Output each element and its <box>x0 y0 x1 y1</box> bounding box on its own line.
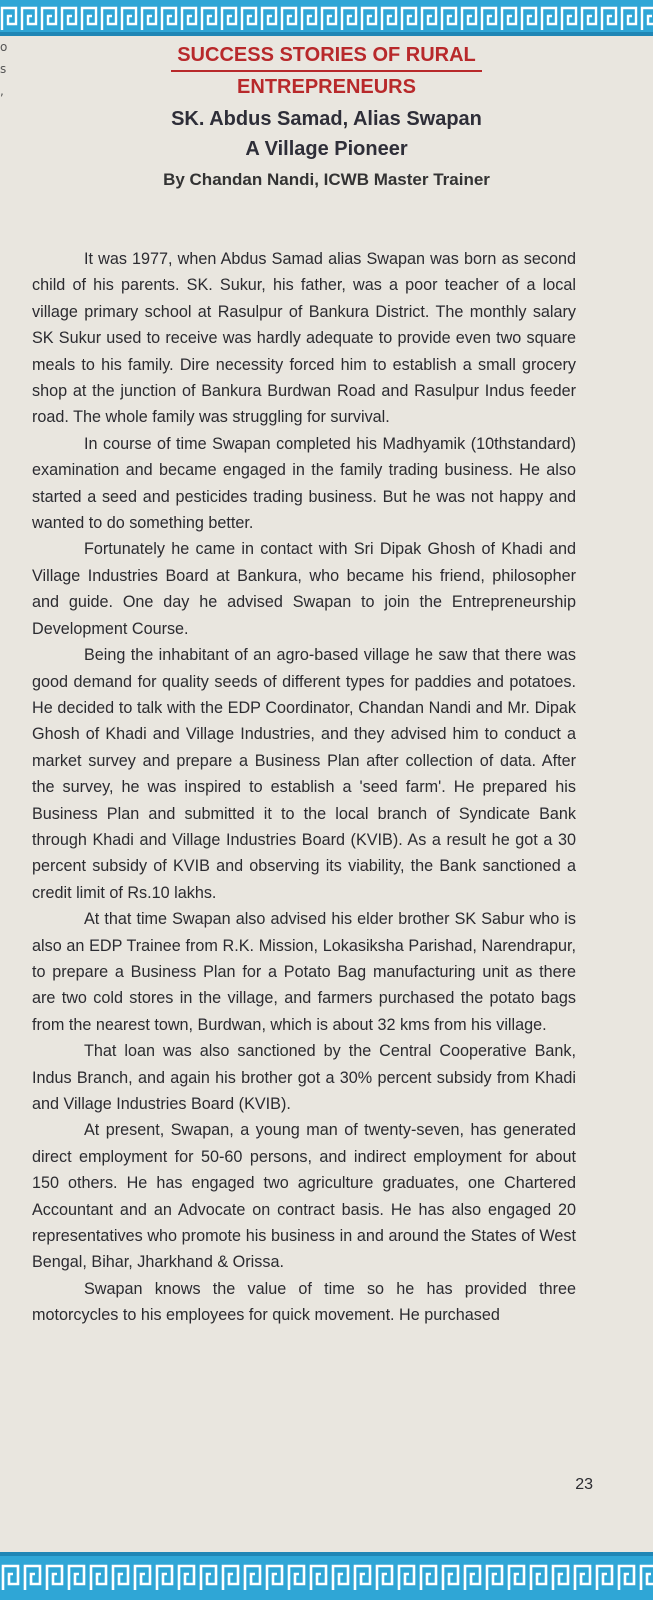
byline: By Chandan Nandi, ICWB Master Trainer <box>163 170 490 189</box>
margin-mark: o <box>0 40 8 54</box>
paragraph: It was 1977, when Abdus Samad alias Swapan was born as second child of his parents. SK. Sukur, his father, was a poor teacher of a local village primary school at Rasulpur of Bankura District. The monthly salary SK Sukur used to receive was hardly adequate to provide even two square meals to his family. Dire necessity forced him to establish a small grocery shop at the junction of Bankura Burdwan Road and Rasulpur Indus feeder road. The whole family was struggling for survival. <box>32 250 576 427</box>
article-heading <box>0 40 653 194</box>
margin-mark: , <box>0 84 4 98</box>
section-title-continued: ENTREPRENEURS <box>237 76 416 98</box>
greek-key-pattern-bottom <box>0 1552 653 1600</box>
headline: SK. Abdus Samad, Alias Swapan <box>171 108 482 130</box>
top-greek-key-border <box>0 0 653 36</box>
greek-key-pattern-top <box>0 0 653 36</box>
page-number: 23 <box>575 1476 593 1493</box>
article-body <box>32 246 576 1329</box>
paragraph: Swapan knows the value of time so he has provided three motorcycles to his employees for quick movement. He purchased <box>32 1279 576 1325</box>
paragraph: That loan was also sanctioned by the Central Cooperative Bank, Indus Branch, and again his brother got a 30% percent subsidy from Khadi and Village Industries Board (KVIB). <box>32 1042 576 1113</box>
margin-mark: s <box>0 62 7 76</box>
section-title: SUCCESS STORIES OF RURAL <box>0 40 653 72</box>
bottom-greek-key-border <box>0 1552 653 1600</box>
headline-subtitle: A Village Pioneer <box>245 138 408 160</box>
paragraph: Fortunately he came in contact with Sri Dipak Ghosh of Khadi and Village Industries Board at Bankura, who became his friend, philosopher and guide. One day he advised Swapan to join the Entrepreneurship Development Course. <box>32 540 576 638</box>
paragraph: In course of time Swapan completed his Madhyamik (10thstandard) examination and became engaged in the family trading business. He also started a seed and pesticides trading business. But he was not happy and wanted to do something better. <box>32 434 576 533</box>
paragraph: At present, Swapan, a young man of twenty-seven, has generated direct employment for 50-60 persons, and indirect employment for about 150 others. He has engaged two agriculture graduates, one Chartered Accountant and an Advocate on contract basis. He has also engaged 20 representatives who promote his business in and around the States of West Bengal, Bihar, Jharkhand & Orissa. <box>32 1121 576 1272</box>
paragraph: At that time Swapan also advised his elder brother SK Sabur who is also an EDP Trainee from R.K. Mission, Lokasiksha Parishad, Narendrapur, to prepare a Business Plan for a Potato Bag manufacturing unit as there are two cold stores in the village, and farmers purchased the potato bags from the nearest town, Burdwan, which is about 32 kms from his village. <box>32 910 576 1034</box>
paragraph: Being the inhabitant of an agro-based village he saw that there was good demand for quality seeds of different types for paddies and potatoes. He decided to talk with the EDP Coordinator, Chandan Nandi and Mr. Dipak Ghosh of Khadi and Village Industries, and they advised him to conduct a market survey and prepare a Business Plan after collection of data. After the survey, he was inspired to establish a 'seed farm'. He prepared his Business Plan and submitted it to the local branch of Syndicate Bank through Khadi and Village Industries Board (KVIB). As a result he got a 30 percent subsidy of KVIB and observing its viability, the Bank sanctioned a credit limit of Rs.10 lakhs. <box>32 646 576 902</box>
